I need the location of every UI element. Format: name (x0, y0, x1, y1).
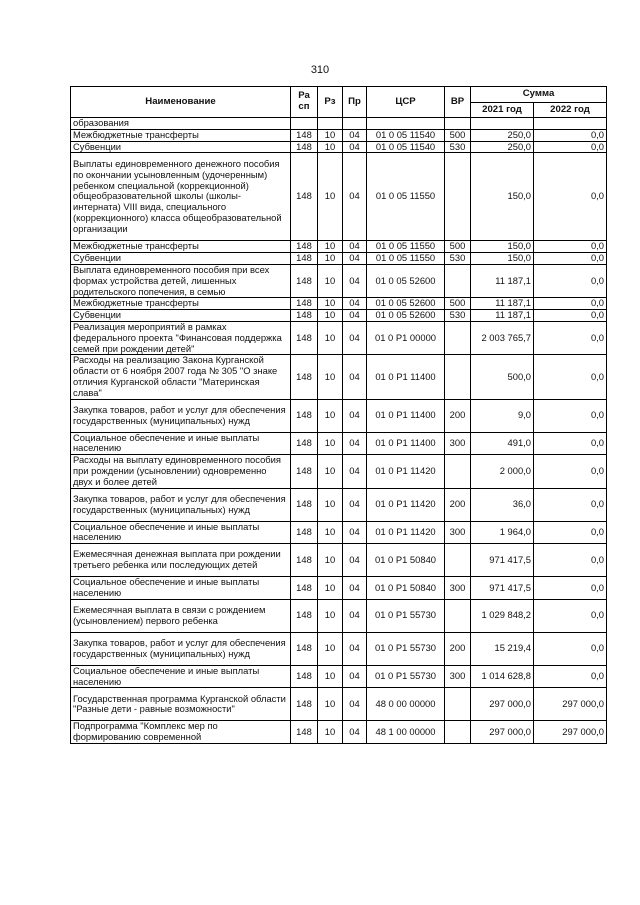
cell-vr (445, 688, 471, 721)
cell-2022: 0,0 (534, 253, 607, 265)
cell-name: Социальное обеспечение и иные выплаты населению (71, 577, 291, 600)
cell-pr: 04 (343, 521, 367, 544)
cell-rz: 10 (318, 488, 343, 521)
cell-pr: 04 (343, 688, 367, 721)
cell-rz: 10 (318, 665, 343, 688)
cell-rz: 10 (318, 521, 343, 544)
header-2021: 2021 год (471, 103, 534, 118)
cell-name: Выплаты единовременного денежного пособия по окончании усыновленным (удочеренным) ребенком специальной (коррекционной) общеобразовательной школы (школы-интерната) VIII вида, специального (коррекционного) класса общеобразовательной организации (71, 153, 291, 241)
cell-rz: 10 (318, 544, 343, 577)
cell-2022: 0,0 (534, 241, 607, 253)
cell-vr (445, 264, 471, 297)
cell-pr: 04 (343, 432, 367, 455)
cell-2021: 297 000,0 (471, 688, 534, 721)
cell-csr: 01 0 05 11550 (367, 241, 445, 253)
cell-name: Подпрограмма "Комплекс мер по формированию современной (71, 721, 291, 744)
cell-2022: 0,0 (534, 432, 607, 455)
cell-vr (445, 599, 471, 632)
cell-2021: 1 014 628,8 (471, 665, 534, 688)
cell-csr: 01 0 P1 00000 (367, 321, 445, 354)
cell-2022: 0,0 (534, 577, 607, 600)
cell-rz: 10 (318, 264, 343, 297)
cell-csr: 01 0 P1 11420 (367, 488, 445, 521)
cell-2021: 500,0 (471, 355, 534, 399)
cell-pr: 04 (343, 355, 367, 399)
cell-vr: 300 (445, 432, 471, 455)
cell-rz: 10 (318, 577, 343, 600)
cell-vr: 530 (445, 310, 471, 322)
cell-2021: 15 219,4 (471, 632, 534, 665)
table-row (71, 153, 607, 241)
cell-pr: 04 (343, 544, 367, 577)
cell-vr: 530 (445, 141, 471, 153)
cell-vr: 200 (445, 399, 471, 432)
cell-2021: 36,0 (471, 488, 534, 521)
cell-name: Межбюджетные трансферты (71, 129, 291, 141)
cell-rz: 10 (318, 399, 343, 432)
cell-2021: 2 003 765,7 (471, 321, 534, 354)
table-row (71, 253, 607, 265)
cell-2022: 0,0 (534, 129, 607, 141)
cell-pr: 04 (343, 141, 367, 153)
cell-name: Социальное обеспечение и иные выплаты населению (71, 665, 291, 688)
cell-name: образования (71, 118, 291, 130)
cell-name: Выплата единовременного пособия при всех формах устройства детей, лишенных родительского попечения, в семью (71, 264, 291, 297)
table-row (71, 688, 607, 721)
cell-2021: 1 029 848,2 (471, 599, 534, 632)
cell-2022: 0,0 (534, 521, 607, 544)
table-row (71, 721, 607, 744)
header-2022: 2022 год (534, 103, 607, 118)
table-row (71, 118, 607, 130)
cell-vr: 200 (445, 632, 471, 665)
cell-name: Межбюджетные трансферты (71, 298, 291, 310)
cell-rasp: 148 (291, 721, 318, 744)
cell-csr: 01 0 P1 11420 (367, 521, 445, 544)
cell-2021: 9,0 (471, 399, 534, 432)
cell-rasp: 148 (291, 632, 318, 665)
table-row (71, 599, 607, 632)
cell-rasp: 148 (291, 129, 318, 141)
cell-pr: 04 (343, 310, 367, 322)
cell-rasp: 148 (291, 688, 318, 721)
page-number: 310 (310, 64, 330, 76)
table-row (71, 141, 607, 153)
header-rasp: Ра сп (291, 87, 318, 118)
table-row (71, 632, 607, 665)
cell-2021: 150,0 (471, 253, 534, 265)
header-pr: Пр (343, 87, 367, 118)
cell-csr (367, 118, 445, 130)
cell-2021: 11 187,1 (471, 264, 534, 297)
cell-csr: 01 0 P1 55730 (367, 665, 445, 688)
cell-csr: 01 0 P1 50840 (367, 577, 445, 600)
cell-2021: 971 417,5 (471, 577, 534, 600)
cell-2021: 491,0 (471, 432, 534, 455)
cell-vr: 530 (445, 253, 471, 265)
cell-vr (445, 321, 471, 354)
cell-pr: 04 (343, 129, 367, 141)
cell-csr: 01 0 05 11550 (367, 153, 445, 241)
cell-2021: 1 964,0 (471, 521, 534, 544)
cell-rz: 10 (318, 298, 343, 310)
cell-rasp: 148 (291, 355, 318, 399)
table-row (71, 432, 607, 455)
cell-pr: 04 (343, 632, 367, 665)
cell-2022: 0,0 (534, 153, 607, 241)
cell-rasp: 148 (291, 321, 318, 354)
cell-pr: 04 (343, 321, 367, 354)
cell-2022: 0,0 (534, 488, 607, 521)
cell-name: Ежемесячная выплата в связи с рождением (усыновлением) первого ребенка (71, 599, 291, 632)
cell-rasp: 148 (291, 298, 318, 310)
cell-vr: 500 (445, 129, 471, 141)
cell-rasp: 148 (291, 253, 318, 265)
cell-vr: 500 (445, 241, 471, 253)
cell-rz: 10 (318, 599, 343, 632)
table-row (71, 310, 607, 322)
cell-rasp: 148 (291, 488, 318, 521)
cell-rz: 10 (318, 432, 343, 455)
table-row (71, 321, 607, 354)
cell-csr: 01 0 P1 50840 (367, 544, 445, 577)
cell-2022: 0,0 (534, 355, 607, 399)
cell-csr: 01 0 05 52600 (367, 310, 445, 322)
cell-vr: 300 (445, 577, 471, 600)
cell-name: Межбюджетные трансферты (71, 241, 291, 253)
cell-csr: 01 0 05 11540 (367, 141, 445, 153)
table-row (71, 355, 607, 399)
cell-2021: 2 000,0 (471, 455, 534, 488)
cell-2022: 0,0 (534, 665, 607, 688)
cell-name: Социальное обеспечение и иные выплаты населению (71, 432, 291, 455)
cell-rz: 10 (318, 253, 343, 265)
header-sum: Сумма (471, 87, 607, 103)
cell-name: Закупка товаров, работ и услуг для обеспечения государственных (муниципальных) нужд (71, 632, 291, 665)
cell-pr: 04 (343, 665, 367, 688)
cell-csr: 01 0 05 11550 (367, 253, 445, 265)
cell-rz: 10 (318, 241, 343, 253)
cell-rz: 10 (318, 455, 343, 488)
cell-2022: 0,0 (534, 544, 607, 577)
cell-2022: 0,0 (534, 141, 607, 153)
cell-csr: 01 0 P1 55730 (367, 599, 445, 632)
cell-2021: 297 000,0 (471, 721, 534, 744)
cell-vr (445, 118, 471, 130)
cell-rasp: 148 (291, 599, 318, 632)
cell-rasp: 148 (291, 141, 318, 153)
table-body (71, 118, 607, 744)
cell-2022: 0,0 (534, 632, 607, 665)
cell-2021: 150,0 (471, 241, 534, 253)
cell-rasp: 148 (291, 153, 318, 241)
cell-rz: 10 (318, 688, 343, 721)
cell-rasp: 148 (291, 241, 318, 253)
table-row (71, 577, 607, 600)
cell-pr: 04 (343, 488, 367, 521)
cell-2021 (471, 118, 534, 130)
cell-pr: 04 (343, 599, 367, 632)
cell-name: Социальное обеспечение и иные выплаты населению (71, 521, 291, 544)
cell-pr: 04 (343, 455, 367, 488)
cell-2022: 0,0 (534, 455, 607, 488)
table-row (71, 488, 607, 521)
table-row (71, 665, 607, 688)
cell-pr: 04 (343, 264, 367, 297)
cell-rasp: 148 (291, 665, 318, 688)
cell-rz: 10 (318, 721, 343, 744)
cell-name: Расходы на выплату единовременного пособия при рождении (усыновлении) одновременно двух и более детей (71, 455, 291, 488)
cell-csr: 01 0 P1 55730 (367, 632, 445, 665)
cell-name: Закупка товаров, работ и услуг для обеспечения государственных (муниципальных) нужд (71, 399, 291, 432)
cell-rz: 10 (318, 310, 343, 322)
cell-rasp: 148 (291, 310, 318, 322)
cell-rasp: 148 (291, 432, 318, 455)
cell-name: Расходы на реализацию Закона Курганской области от 6 ноября 2007 года № 305 "О знаке отличия Курганской области "Материнская слава" (71, 355, 291, 399)
cell-name: Закупка товаров, работ и услуг для обеспечения государственных (муниципальных) нужд (71, 488, 291, 521)
table-row (71, 455, 607, 488)
cell-pr: 04 (343, 241, 367, 253)
cell-rz (318, 118, 343, 130)
cell-rz: 10 (318, 141, 343, 153)
cell-pr: 04 (343, 577, 367, 600)
cell-2022: 0,0 (534, 310, 607, 322)
cell-2022: 297 000,0 (534, 688, 607, 721)
header-name: Наименование (71, 87, 291, 118)
table-row (71, 399, 607, 432)
cell-2021: 250,0 (471, 129, 534, 141)
cell-csr: 01 0 P1 11400 (367, 432, 445, 455)
table-row (71, 521, 607, 544)
table-row (71, 298, 607, 310)
cell-pr: 04 (343, 298, 367, 310)
cell-vr (445, 153, 471, 241)
cell-vr: 200 (445, 488, 471, 521)
cell-pr: 04 (343, 153, 367, 241)
budget-table (70, 86, 607, 744)
cell-rz: 10 (318, 153, 343, 241)
cell-vr: 300 (445, 521, 471, 544)
cell-vr: 300 (445, 665, 471, 688)
cell-csr: 01 0 P1 11420 (367, 455, 445, 488)
cell-rz: 10 (318, 632, 343, 665)
cell-name: Государственная программа Курганской области "Разные дети - равные возможности" (71, 688, 291, 721)
cell-csr: 48 0 00 00000 (367, 688, 445, 721)
cell-csr: 01 0 P1 11400 (367, 355, 445, 399)
cell-2021: 11 187,1 (471, 310, 534, 322)
cell-csr: 01 0 P1 11400 (367, 399, 445, 432)
cell-2021: 250,0 (471, 141, 534, 153)
cell-csr: 01 0 05 11540 (367, 129, 445, 141)
cell-2022: 0,0 (534, 298, 607, 310)
cell-vr (445, 355, 471, 399)
cell-rasp: 148 (291, 399, 318, 432)
cell-rasp: 148 (291, 521, 318, 544)
cell-vr (445, 721, 471, 744)
cell-pr: 04 (343, 721, 367, 744)
cell-rz: 10 (318, 321, 343, 354)
cell-rasp: 148 (291, 577, 318, 600)
cell-rasp (291, 118, 318, 130)
cell-rasp: 148 (291, 455, 318, 488)
cell-2022: 297 000,0 (534, 721, 607, 744)
cell-2021: 971 417,5 (471, 544, 534, 577)
header-rz: Рз (318, 87, 343, 118)
cell-pr (343, 118, 367, 130)
cell-2021: 11 187,1 (471, 298, 534, 310)
cell-name: Субвенции (71, 310, 291, 322)
table-row (71, 241, 607, 253)
cell-2022: 0,0 (534, 264, 607, 297)
cell-2022 (534, 118, 607, 130)
cell-csr: 01 0 05 52600 (367, 298, 445, 310)
cell-rz: 10 (318, 129, 343, 141)
cell-name: Субвенции (71, 253, 291, 265)
cell-vr (445, 544, 471, 577)
cell-2021: 150,0 (471, 153, 534, 241)
table-row (71, 264, 607, 297)
cell-name: Субвенции (71, 141, 291, 153)
cell-rasp: 148 (291, 264, 318, 297)
table-row (71, 129, 607, 141)
table-row (71, 544, 607, 577)
cell-rasp: 148 (291, 544, 318, 577)
header-vr: ВР (445, 87, 471, 118)
header-csr: ЦСР (367, 87, 445, 118)
cell-csr: 48 1 00 00000 (367, 721, 445, 744)
cell-name: Реализация мероприятий в рамках федерального проекта "Финансовая поддержка семей при рождении детей" (71, 321, 291, 354)
cell-2022: 0,0 (534, 399, 607, 432)
cell-vr (445, 455, 471, 488)
cell-vr: 500 (445, 298, 471, 310)
cell-2022: 0,0 (534, 599, 607, 632)
cell-rz: 10 (318, 355, 343, 399)
cell-pr: 04 (343, 253, 367, 265)
cell-pr: 04 (343, 399, 367, 432)
cell-csr: 01 0 05 52600 (367, 264, 445, 297)
cell-2022: 0,0 (534, 321, 607, 354)
cell-name: Ежемесячная денежная выплата при рождении третьего ребенка или последующих детей (71, 544, 291, 577)
